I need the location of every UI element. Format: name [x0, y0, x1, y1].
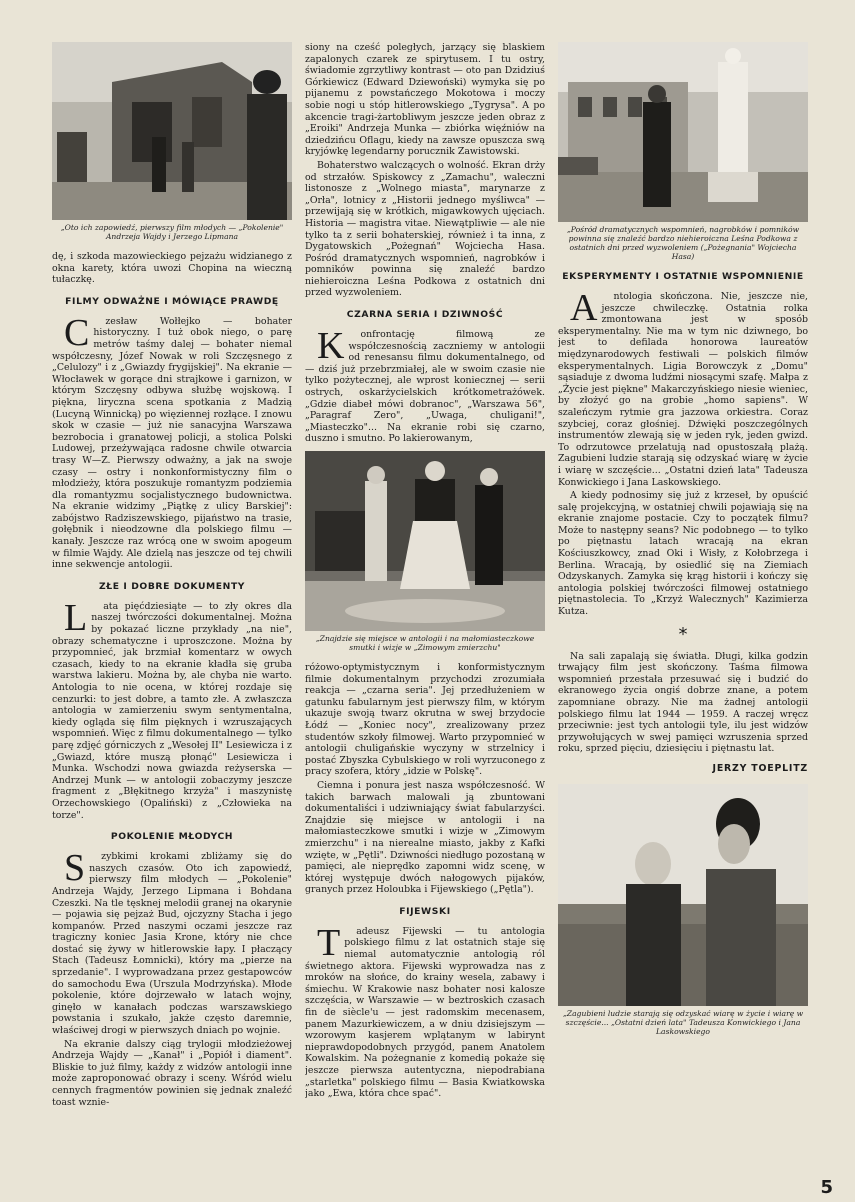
drop-cap: C: [64, 311, 90, 354]
paragraph: [305, 325, 545, 445]
paragraph-text: onfrontację filmową ze współczesnością zaczniemy w antologii od renesansu filmu dokumentalnego, od — dziś już przebrzmiałej, ale w swoim czasie nie tylko pożytecznej, ale wprost koniecznej — serii ostrych, oskarżycielskich krótkometrażówek. „Gdzie diabeł mówi dobranoc", „Warszawa 56", „Paragraf Zero", „Uwaga, chuligani!", „Miasteczko"... Na ekranie robi się czarno, duszno i smutno. Po lakierowanym,: [305, 329, 545, 445]
paragraph: Na sali zapalają się światła. Długi, kilka godzin trwający film jest skończony. Taśma filmowa wspomnień przestała przesuwać się i budzić do ekranowego życia ongiś dobrze znane, a potem zapomniane obrazy. Nie ma żadnej antologii polskiego filmu lat 1944 — 1959. A raczej wręcz przeciwnie: jest tych antologii tyle, ilu jest widzów przywołujących w swej pamięci wzruszenia sprzed roku, sprzed pięciu, dziesięciu i piętnastu lat.: [558, 650, 808, 755]
paragraph: [52, 596, 292, 821]
paragraph-text: ata pięćdziesiąte — to zły okres dla naszej twórczości dokumentalnej. Można by pokazać liczne przykłady „na nie", obrazy schematyczne i uproszczone. Można by przypomnieć, jak brzmiał komentarz w owych czasach, kiedy to na ekranie kładła się gruba warstwa lakieru. Można by, ale chyba nie warto. Antologia to nie ocena, w której rozdaje się cenzurki: to jest dobre, a tamto złe. A zwłaszcza antologia w zamierzeniu swym sentymentalna, kiedy ogląda się film pięknych i wzruszających wspomnień. Więc z filmu dokumentalnego — tylko parę zdjęć górniczych z „Wesołej II" Lesiewicza i z „Gwiazd, które muszą płonąć" Lesiewicza i Munka. Wschodzi nowa gwiazda reżyserska — Andrzej Munk — w antologii zobaczymy jeszcze fragment z „Błękitnego krzyża" i maszynistę Orzechowskiego (Opaliński) z „Człowieka na torze".: [52, 600, 292, 821]
drop-cap: K: [317, 325, 345, 368]
separator-star: *: [678, 623, 688, 645]
photo-pozegnania: [558, 42, 808, 222]
author-signature: JERZY TOEPLITZ: [712, 762, 808, 774]
paragraph-text: ntologia skończona. Nie, jeszcze nie, jeszcze chwileczkę. Ostatnia rolka zmontowana jest w sposób eksperymentalny. Nie ma w tym nic dziwnego, bo jest to defilada honorowa laureatów międzynarodowych festiwali — polskich filmów eksperymentalnych. Ligia Borowczyk z „Domu" sąsiaduje z dwoma ludźmi niosącymi szafę. Małpa z „Życie jest piękne" Makarczyńskiego niesie wieniec, by złożyć go na grobie „homo sapiens". W szaleńczym rytmie gra jazzowa orkiestra. Coraz szybciej, coraz głośniej. Dźwięki poszczególnych instrumentów zlewają się w jeden ryk, jeden gwizd. To odrzutowce przelatują nad opustoszałą plażą. Zagubieni ludzie starają się odzyskać wiarę w życie i wiarę w szczęście... „Ostatni dzień lata" Tadeusza Konwickiego i Jana Laskowskiego.: [558, 291, 808, 488]
photo-caption: „Znajdzie się miejsce w antologii i na małomiasteczkowe smutki i wizje w „Zimowym zmierzchu": [315, 634, 535, 652]
photo-caption: „Pośród dramatycznych wspomnień, nagrobków i pomników powinna się znaleźć bardzo niehieroiczna Leśna Podkowa z ostatnich dni przed wyzwoleniem („Pożegnania" Wojciecha Hasa): [566, 225, 800, 261]
column-3: [558, 42, 808, 1180]
paragraph: siony na cześć poległych, jarzący się blaskiem zapalonych czarek ze spirytusem. I tu ostry, świadomie zgrzytliwy kontrast — oto pan Dzidziuś Górkiewicz (Edward Dziewoński) wymyka się po pijanemu z powstańczego Mokotowa i moczy sobie nogi u stóp hitlerowskiego „Tygrysa". A po akcencie tragi-żartobliwym jeszcze jeden obraz z „Eroiki" Andrzeja Munka — zbiórka więźniów na dziedzińcu Oflagu, kiedy na zawsze opuszcza swą kryjówkę legendarny porucznik Zawistowski.: [305, 42, 545, 158]
column-2: [305, 42, 545, 1180]
paragraph-text: zybkimi krokami zbliżamy się do naszych czasów. Oto ich zapowiedź, pierwszy film młodych — „Pokolenie" Andrzeja Wajdy, Jerzego Lipmana i Bohdana Czeszki. Na tle tęsknej melodii granej na okarynie — pojawia się pejzaż Bud, ojczyzny Stacha i jego kompanów. Przed naszymi oczami jeszcze raz tragiczny koniec Jasia Krone, który nie chce dostać się żywy w hitlerowskie łapy. I płaczący Stach (Tadeusz Łomnicki), który ma „pierze na sprzedanie". I wyprowadzana przez gestapowców do samochodu Ewa (Urszula Modrzyńska). Młode pokolenie, które dojrzewało w latach wojny, ginęło w kanałach podczas warszawskiego powstania i szukało, jakże często daremnie, właściwej drogi w pierwszych dniach po wojnie.: [52, 851, 292, 1037]
paragraph: [305, 921, 545, 1100]
section-heading: POKOLENIE MŁODYCH: [110, 831, 234, 843]
photo-caption: „Oto ich zapowiedź, pierwszy film młodych — „Pokolenie" Andrzeja Wajdy i Jerzego Lipmana: [60, 223, 284, 241]
drop-cap: S: [64, 847, 86, 890]
section-heading: ZŁE I DOBRE DOKUMENTY: [98, 580, 246, 592]
drop-cap: A: [570, 287, 598, 329]
paragraph: [52, 311, 292, 571]
photo-ostatni-dzien-lata: [558, 784, 808, 1006]
photo-zimowy-zmierzch: [305, 451, 545, 631]
drop-cap: T: [317, 921, 341, 964]
paragraph: Bohaterstwo walczących o wolność. Ekran drży od strzałów. Spiskowcy z „Zamachu", waleczni listonosze z „Wolnego miasta", marynarze z „Orła", lotnicy z „Historii jednego myśliwca" — przewijają się w krótkich, migawkowych ujęciach. Historia — magistra vitae. Niewątpliwie — ale nie tylko ta z serii bohaterskiej, również i ta inna, z Dygatowskich „Pożegnań" Wojciecha Hasa. Pośród dramatycznych wspomnień, nagrobków i pomników powinna się znaleźć bardzo niehieroiczna Leśna Podkowa z ostatnich dni przed wyzwoleniem.: [305, 159, 545, 299]
photo-caption: „Zagubieni ludzie starają się odzyskać wiarę w życie i wiarę w szczęście... „Ostatni dzień lata" Tadeusza Konwickiego i Jana Laskowskiego: [562, 1008, 804, 1036]
drop-cap: L: [64, 596, 88, 639]
paragraph-text: zesław Wołłejko — bohater historyczny. I tuż obok niego, o parę metrów taśmy dalej — bohater niemal współczesny, Józef Nowak w roli Szczęsnego z „Celulozy" i z „Gwiazdy frygijskiej". Na ekranie — Włocławek w gorące dni strajkowe i garnizon, w którym Szczęsny odbywa służbę wojskową. I piękna, liryczna scena spotkania z Madzią (Lucyną Winnicką) po więziennej rozłące. I znowu skok w czasie — już nie sanacyjna Warszawa bezrobocia i granatowej policji, a stolica Polski Ludowej, przeżywająca radosne chwile otwarcia trasy W—Z. Pierwszy odważny, a jak na swoje czasy — ostry i nonkonformistyczny film o młodzieży, która poszukuje romantyzm podziemia dla romantyzmu socjalistycznego budownictwa. Na ekranie widzimy „Piątkę z ulicy Barskiej": zabójstwo Radziszewskiego, pijaństwo na trasie, gołębnik i nieodzowne dla polskiego filmu — kanały. Jeszcze raz wrócą one w swoim apogeum w filmie Wajdy. Ale dzielą nas jeszcze od tej chwili inne sekwencje antologii.: [52, 315, 292, 571]
page-number: 5: [820, 1177, 833, 1198]
paragraph-text: adeusz Fijewski — tu antologia polskiego filmu z lat ostatnich staje się niemal automatycznie antologią ról świetnego aktora. Fijewski wyprowadza nas z mroków na słońce, do krainy wesela, zabawy i śmiechu. W Krakowie nasz bohater nosi kalosze szczęścia, w Warszawie — w beztroskich czasach fin de siècle'u — jest radomskim mecenasem, panem Mazurkiewiczem, a w dniu dzisiejszym — wzorowym kasjerem wplątanym w labirynt nieprawdopodobnych przygód, panem Anatolem Kowalskim. Na pożegnanie z komedią pokaże się jeszcze pierwsza autentyczna, niepodrabiana „starletka" polskiego filmu — Basia Kwiatkowska jako „Ewa, która chce spać".: [305, 925, 545, 1100]
paragraph: [558, 287, 808, 488]
paragraph: [52, 847, 292, 1037]
section-heading: EKSPERYMENTY I OSTATNIE WSPOMNIENIE: [562, 271, 804, 282]
paragraph: Na ekranie dalszy ciąg trylogii młodzieżowej Andrzeja Wajdy — „Kanał" i „Popiół i diament". Bliskie to już filmy, każdy z widzów antologii inne może zaproponować obrazy i sceny. Wśród wielu cennych fragmentów powinien się jednak znaleźć toast wznie-: [52, 1038, 292, 1108]
section-heading: FILMY ODWAŻNE I MÓWIĄCE PRAWDĘ: [65, 295, 279, 307]
photo-pokolenie: [52, 42, 292, 220]
paragraph: A kiedy podnosimy się już z krzeseł, by opuścić salę projekcyjną, w ostatniej chwili pojawiają się na ekranie znajome postacie. Czy to początek filmu? Może to następny seans? Nic podobnego — to tylko po piętnastu latach wracają na ekran Kościuszkowcy, znad Oki i Wisły, z Kołobrzega i Berlina. Wracają, by osiedlić się na Ziemiach Odzyskanych. Zamyka się krąg historii i kończy się antologia polskiej twórczości filmowej ostatniego piętnastolecia. To „Krzyż Walecznych" Kazimierza Kutza.: [558, 490, 808, 618]
paragraph: Ciemna i ponura jest nasza współczesność. W takich barwach malowali ją zbuntowani dokumentaliści i udziwniający świat fabularzyści. Znajdzie się miejsce w antologii i na małomiasteczkowe smutki i wizje w „Zimowym zmierzchu" i na nierealne miasto, jakby z Kafki wzięte, w „Pętli". Dziwności niedługo pozostaną w pamięci, ale nieprędko zapomni widz scenę, w której występuje dwóch nałogowych pijaków, granych przez Holoubka i Fijewskiego („Pętla").: [305, 779, 545, 896]
section-heading: FIJEWSKI: [399, 905, 451, 917]
section-heading: CZARNA SERIA I DZIWNOŚĆ: [346, 309, 504, 321]
paragraph: dę, i szkoda mazowieckiego pejzażu widzianego z okna karety, która uwozi Chopina na wieczną tułaczkę.: [52, 251, 292, 286]
paragraph: różowo-optymistycznym i konformistycznym filmie dokumentalnym przychodzi zrozumiała reakcja — „czarna seria". Jej przedłużeniem w gatunku fabularnym jest pierwszy film, w którym ukazuje swoją twarz okrutna w swej brzydocie Łódź — „Koniec nocy", zrealizowany przez studentów szkoły filmowej. Warto przypomnieć w antologii chuligańskie wyczyny w strzelnicy i postać Zbyszka Cybulskiego w roli wyrzuconego z pracy szofera, który „idzie w Polskę".: [305, 662, 545, 778]
column-1: [52, 42, 292, 1180]
